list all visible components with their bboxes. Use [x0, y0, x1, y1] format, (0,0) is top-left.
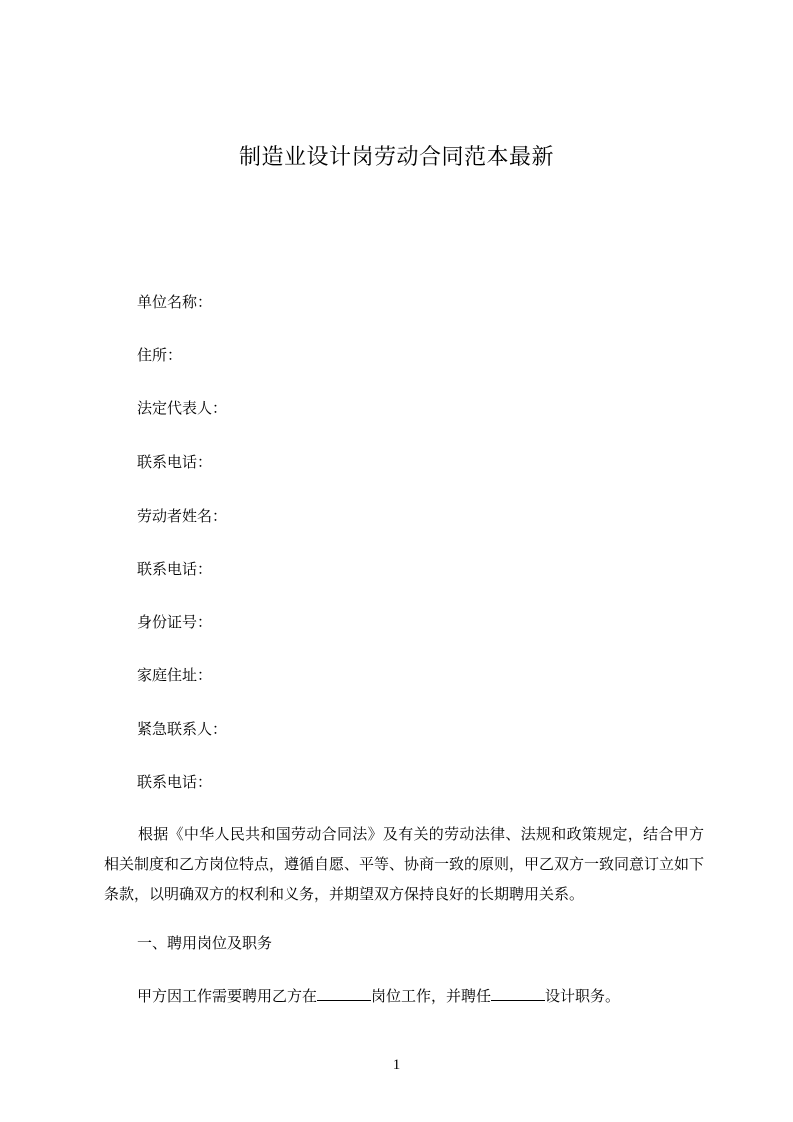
clause-text-part-1: 甲方因工作需要聘用乙方在: [137, 987, 318, 1005]
section-clause: [137, 985, 620, 1007]
intro-paragraph: 根据《中华人民共和国劳动合同法》及有关的劳动法律、法规和政策规定，结合甲方相关制度和乙方岗位特点，遵循自愿、平等、协商一致的原则，甲乙双方一致同意订立如下条款，以明确双方的权利和义务，并期望双方保持良好的长期聘用关系。: [104, 825, 705, 903]
blank-position-line: [317, 986, 371, 1001]
clause-text-part-3: 设计职务。: [545, 987, 621, 1005]
field-home-address: 家庭住址：: [137, 666, 213, 684]
blank-title-line: [491, 986, 545, 1001]
field-address: 住所：: [137, 346, 183, 364]
field-emergency-contact: 紧急联系人：: [137, 720, 228, 738]
clause-text-part-2: 岗位工作，并聘任: [371, 987, 492, 1005]
document-title: 制造业设计岗劳动合同范本最新: [238, 145, 554, 170]
field-employer-phone: 联系电话：: [137, 453, 213, 471]
field-id-number: 身份证号：: [137, 613, 213, 631]
field-employee-phone: 联系电话：: [137, 560, 213, 578]
section-heading: 一、聘用岗位及职务: [137, 934, 273, 952]
field-employer-name: 单位名称：: [137, 293, 213, 311]
field-emergency-phone: 联系电话：: [137, 773, 213, 791]
page-number: 1: [392, 1057, 401, 1073]
field-legal-representative: 法定代表人：: [137, 399, 228, 417]
field-employee-name: 劳动者姓名：: [137, 507, 228, 525]
